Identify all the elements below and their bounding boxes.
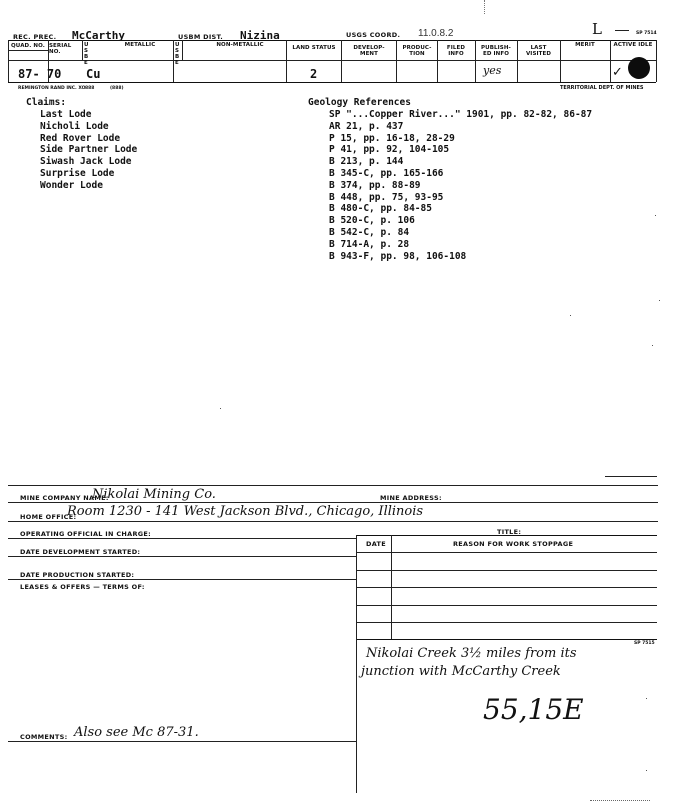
lower-rule (8, 556, 356, 557)
geology-ref: B 520-C, p. 106 (329, 215, 415, 227)
col-metallic: METALLIC (124, 42, 156, 48)
col-divider (610, 40, 611, 82)
geology-ref: B 542-C, p. 84 (329, 226, 410, 238)
geology-ref: P 41, pp. 92, 104-105 (329, 144, 450, 156)
col-active-idle: ACTIVE IDLE (613, 42, 653, 48)
geology-ref: B 943-F, pp. 98, 106-108 (329, 250, 467, 262)
title-label: TITLE: (497, 528, 522, 536)
claim-item: Wonder Lode (40, 179, 103, 191)
header-rule-top (8, 40, 656, 41)
date-column-label: DATE (366, 540, 386, 548)
lower-rule (8, 579, 356, 580)
operating-official-label: OPERATING OFFICIAL IN CHARGE: (20, 530, 152, 538)
stoppage-bottom-rule (357, 639, 657, 640)
metallic-value: Cu (86, 67, 101, 81)
geology-ref: AR 21, p. 437 (329, 120, 404, 132)
col-divider (475, 40, 476, 82)
comments-rule (8, 741, 356, 742)
location-note-line-1: Nikolai Creek 3½ miles from its (366, 646, 577, 661)
printer-code-2: (888) (110, 86, 124, 91)
location-code: 55,15E (483, 693, 584, 726)
active-check-mark: ✓ (612, 65, 623, 80)
col-divider (437, 40, 438, 82)
land-status-value: 2 (310, 67, 318, 81)
scan-speck (646, 698, 647, 699)
col-published-info: PUBLISH-ED INFO (481, 45, 511, 57)
scan-speck (220, 408, 221, 409)
printer-note: REMINGTON RAND INC. XO (18, 86, 86, 91)
form-number: SP 7514 (636, 31, 657, 36)
claim-item: Surprise Lode (40, 167, 115, 179)
scan-speck (646, 770, 647, 771)
col-serial-no: SERIAL NO. (49, 43, 72, 55)
col-filed-info: FILED INFO (446, 45, 466, 57)
geology-ref: B 448, pp. 75, 93-95 (329, 191, 444, 203)
geology-title: Geology References (308, 97, 411, 108)
claim-item: Nicholi Lode (40, 120, 109, 132)
stoppage-row-rule (357, 570, 657, 571)
mine-company-label: MINE COMPANY NAME: (20, 494, 109, 502)
stoppage-row-rule (357, 605, 657, 606)
decor-dash (615, 30, 629, 31)
lower-rule (8, 502, 658, 503)
rec-prec-label: REC. PREC. (13, 33, 57, 41)
geology-ref: SP "...Copper River..." 1901, pp. 82-82, 86-87 (329, 109, 593, 120)
published-info-value: yes (483, 64, 502, 77)
scan-speck (652, 345, 653, 346)
lower-rule (8, 521, 658, 522)
col-divider (286, 40, 287, 82)
geology-ref: B 714-A, p. 28 (329, 238, 410, 250)
mine-address-label: MINE ADDRESS: (380, 494, 442, 502)
claim-item: Last Lode (40, 109, 92, 120)
claim-item: Siwash Jack Lode (40, 156, 132, 168)
col-land-status: LAND STATUS (292, 45, 336, 51)
scan-speck (570, 315, 571, 316)
col-divider (517, 40, 518, 82)
stoppage-top-rule (357, 535, 657, 536)
reason-column-label: REASON FOR WORK STOPPAGE (453, 540, 574, 548)
corner-rule (605, 476, 657, 477)
col-non-metallic: NON-METALLIC (216, 42, 264, 48)
location-note-line-2: junction with McCarthy Creek (361, 664, 561, 679)
printer-code-1: 888 (85, 86, 95, 91)
home-office-value: Room 1230 - 141 West Jackson Blvd., Chicago, Illinois (67, 504, 424, 519)
col-production: PRODUC-TION (402, 45, 432, 57)
usbm-dist-label: USBM DIST. (178, 33, 224, 41)
comments-label: COMMENTS: (20, 733, 68, 741)
lower-rule (8, 485, 658, 486)
scan-speck (655, 215, 656, 216)
scan-speck (659, 300, 660, 301)
rec-prec-value: McCarthy (72, 29, 125, 42)
col-divider (173, 40, 174, 82)
col-divider (396, 40, 397, 82)
stoppage-row-rule (357, 622, 657, 623)
leases-offers-label: LEASES & OFFERS — TERMS OF: (20, 583, 145, 591)
stoppage-row-rule (357, 552, 657, 553)
col-divider (341, 40, 342, 82)
claims-list (40, 109, 137, 192)
geology-ref: B 345-C, pp. 165-166 (329, 167, 444, 179)
top-right-mark: L (592, 20, 602, 38)
lower-rule (8, 538, 356, 539)
header-rule-bottom (8, 82, 656, 83)
mine-company-value: Nikolai Mining Co. (92, 487, 216, 502)
geology-ref-list (329, 109, 592, 262)
geology-ref: P 15, pp. 16-18, 28-29 (329, 132, 455, 144)
col-divider (182, 40, 183, 60)
col-divider (560, 40, 561, 82)
geology-ref: B 480-C, pp. 84-85 (329, 203, 432, 215)
comments-value: Also see Mc 87-31. (74, 725, 199, 740)
territorial-label: TERRITORIAL DEPT. OF MINES (560, 85, 644, 91)
stoppage-left-border (356, 535, 357, 793)
claim-item: Red Rover Lode (40, 132, 121, 144)
col-merit: MERIT (575, 42, 595, 48)
quad-split (8, 50, 48, 51)
stoppage-row-rule (357, 587, 657, 588)
scan-mark (484, 0, 485, 14)
geology-ref: B 213, p. 144 (329, 156, 404, 168)
header-rule-mid (8, 60, 656, 61)
claim-item: Side Partner Lode (40, 144, 138, 156)
idle-filled-circle (628, 57, 650, 79)
quad-serial-value: 87- 70 (18, 67, 62, 81)
col-last-visited: LAST VISITED (525, 45, 552, 57)
geology-ref: B 374, pp. 88-89 (329, 179, 421, 191)
col-development: DEVELOP-MENT (353, 45, 385, 57)
usgs-coord-label: USGS COORD. (346, 31, 401, 39)
home-office-label: HOME OFFICE: (20, 513, 77, 521)
production-started-label: DATE PRODUCTION STARTED: (20, 571, 135, 579)
usbm-dist-value: Nizina (240, 29, 280, 42)
col-quad-no: QUAD. NO. (11, 43, 45, 49)
claims-title: Claims: (26, 97, 67, 108)
col-divider (656, 40, 657, 82)
col-divider (82, 40, 83, 60)
development-started-label: DATE DEVELOPMENT STARTED: (20, 548, 141, 556)
col-usbe-1: U S B E (84, 42, 89, 66)
usgs-coord-value: 11.0.8.2 (418, 28, 454, 39)
form-number-2: SP 7515 (634, 641, 655, 646)
scan-edge-mark (590, 800, 650, 801)
col-usbe-2: U S B E (175, 42, 180, 66)
